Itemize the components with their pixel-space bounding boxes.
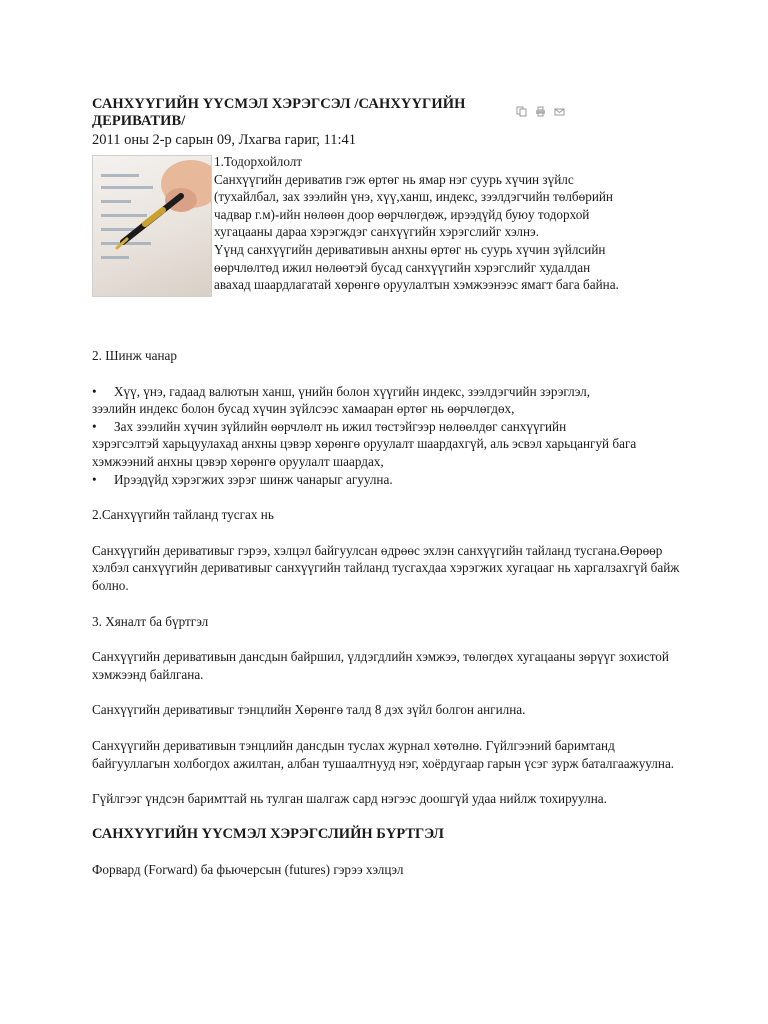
intro-block	[92, 153, 692, 303]
list-item	[92, 418, 692, 436]
definition-line: авахад шаардлагатай хөрөнгө оруулалтын хэмжээнээс ямагт бага байна.	[214, 277, 619, 293]
list-item-text: Хүү, үнэ, гадаад валютын ханш, үнийн болон хүүгийн индекс, зээлдэгчийн зэрэглэл,	[114, 383, 591, 399]
paragraph: Форвард (Forward) ба фьючерсын (futures) гэрээ хэлцэл	[92, 861, 404, 877]
paragraph: Санхүүгийн деривативыг тэнцлийн Хөрөнгө талд 8 дэх зүйл болгон ангилна.	[92, 702, 526, 718]
section-heading-accounting: САНХҮҮГИЙН ҮҮСМЭЛ ХЭРЭГСЛИЙН БҮРТГЭЛ	[92, 825, 444, 842]
bullet-icon: •	[92, 383, 97, 399]
pen-document-photo	[92, 155, 212, 297]
list-item	[92, 383, 692, 401]
article	[92, 96, 692, 878]
definition-line: Санхүүгийн дериватив гэж өртөг нь ямар нэг суурь хүчин зүйлс	[214, 171, 574, 187]
article-date: 2011 оны 2-р сарын 09, Лхагва гариг, 11:41	[92, 132, 357, 148]
section-heading-reporting: 2.Санхүүгийн тайланд тусгах нь	[92, 507, 274, 523]
bullet-icon: •	[92, 471, 97, 487]
paragraph: Санхүүгийн деривативыг гэрээ, хэлцэл байгуулсан өдрөөс эхлэн санхүүгийн тайланд тусгана.Өөрөөр хэлбэл санхүүгийн деривативыг санхүүгийн тайланд тусгахдаа хэрэгжих хугацааг нь харгалзахгүй байж болно.	[92, 542, 680, 593]
definition-line: (тухайлбал, зах зээлийн үнэ, хүү,ханш, индекс, зээлдэгчийн төлбөрийн	[214, 189, 613, 205]
article-title: САНХҮҮГИЙН ҮҮСМЭЛ ХЭРЭГСЭЛ /САНХҮҮГИЙН ДЕРИВАТИВ/	[92, 96, 466, 129]
definition-text	[214, 153, 694, 294]
characteristics-list	[92, 383, 692, 489]
list-item-text: Ирээдүйд хэрэгжих зэрэг шинж чанарыг агуулна.	[114, 471, 393, 487]
section-heading-control: 3. Хяналт ба бүртгэл	[92, 613, 209, 629]
list-item	[92, 471, 692, 489]
list-item-continuation: хэрэгсэлтэй харьцуулахад анхны цэвэр хөрөнгө оруулалт шаардахгүй, аль эсвэл харьцангуй бага хэмжээний анхны цэвэр хөрөнгө оруулалт шаардах,	[92, 436, 637, 469]
paragraph: Санхүүгийн деривативын тэнцлийн дансдын туслах журнал хөтөлнө. Гүйлгээний баримтанд байгууллагын холбогдох ажилтан, албан тушаалтнууд нэг, хоёрдугаар гарын үсэг зурж баталгаажуулна.	[92, 737, 675, 771]
definition-line: чадвар г.м)-ийн нөлөөн доор өөрчлөгдөж, ирээдүйд буюу тодорхой	[214, 206, 590, 222]
paragraph: Санхүүгийн деривативын дансдын байршил, үлдэгдлийн хэмжээ, төлөгдөх хугацааны зөрүүг зохистой хэмжээнд байлгана.	[92, 649, 669, 682]
definition-line: Үүнд санхүүгийн деривативын анхны өртөг нь суурь хүчин зүйлсийн	[214, 241, 606, 257]
definition-line: өөрчлөлтөд ижил нөлөөтэй бусад санхүүгийн хэрэгслийг худалдан	[214, 259, 591, 275]
bullet-icon: •	[92, 418, 97, 434]
definition-heading: 1.Тодорхойлолт	[214, 154, 303, 169]
definition-line: хугацааны дараа хэрэгждэг санхүүгийн хэрэгслийг хэлнэ.	[214, 224, 540, 240]
list-item-continuation: зээлийн индекс болон бусад хүчин зүйлсээс хамааран өртөг нь өөрчлөгдөх,	[92, 401, 515, 417]
section-heading-characteristics: 2. Шинж чанар	[92, 348, 178, 363]
paragraph: Гүйлгээг үндсэн баримттай нь тулган шалгаж сард нэгээс доошгүй удаа нийлж тохируулна.	[92, 791, 607, 807]
list-item-text: Зах зээлийн хүчин зүйлийн өөрчлөлт нь ижил төстэйгээр нөлөөлдөг санхүүгийн	[114, 418, 567, 434]
